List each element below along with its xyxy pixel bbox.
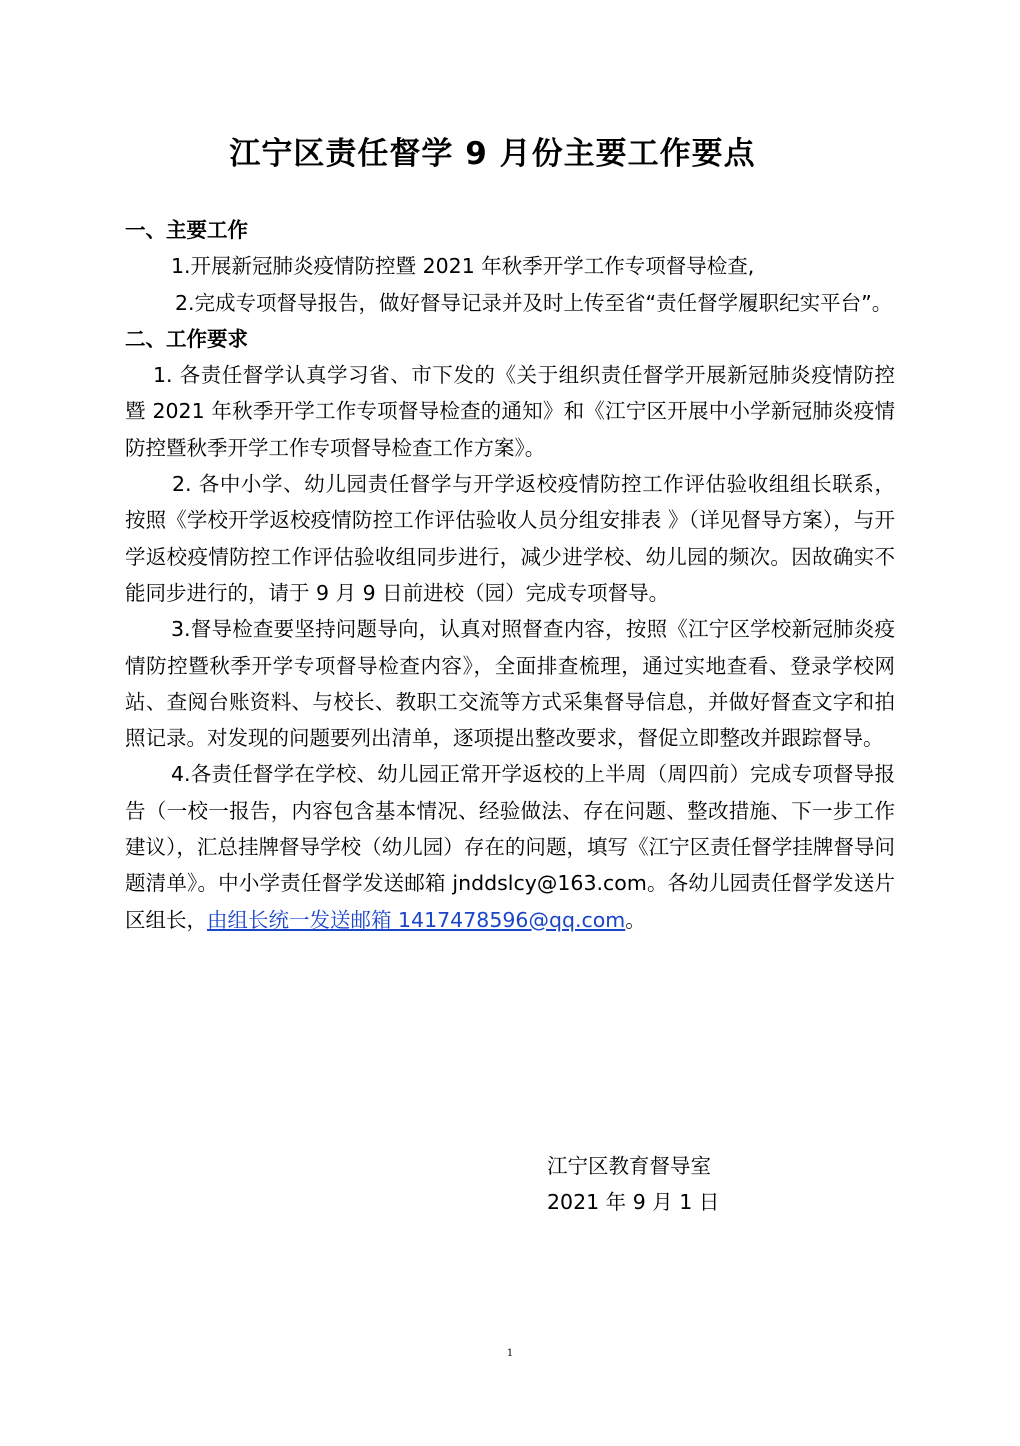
page-number: 1	[506, 1348, 514, 1359]
requirement-item-4-end: 。	[625, 907, 646, 932]
email-link[interactable]: 由组长统一发送邮箱 1417478596@qq.com	[207, 907, 626, 932]
requirement-item-4	[125, 756, 895, 937]
requirement-item-4-text: 4.各责任督学在学校、幼儿园正常开学返校的上半周（周四前）完成专项督导报告（一校一报告，内容包含基本情况、经验做法、存在问题、整改措施、下一步工作建议），汇总挂牌督导学校（幼儿园）存在的问题，填写《江宁区责任督学挂牌督导问题清单》。中小学责任督学发送邮箱 jnddslcy@163.com。各幼儿园责任督学发送片区组长，	[125, 762, 895, 932]
main-work-item-1: 1.开展新冠肺炎疫情防控暨 2021 年秋季开学工作专项督导检查,	[171, 254, 755, 279]
requirement-item-1: 1. 各责任督学认真学习省、市下发的《关于组织责任督学开展新冠肺炎疫情防控暨 2021 年秋季开学工作专项督导检查的通知》和《江宁区开展中小学新冠肺炎疫情防控暨秋季开学工作专项督导检查工作方案》。	[125, 363, 895, 460]
signature-block	[547, 1148, 719, 1221]
main-work-item-2: 2.完成专项督导报告，做好督导记录并及时上传至省“责任督学履职纪实平台”。	[175, 290, 893, 315]
document-title: 江宁区责任督学 9 月份主要工作要点	[229, 136, 756, 172]
requirement-item-2: 2. 各中小学、幼儿园责任督学与开学返校疫情防控工作评估验收组组长联系，按照《学校开学返校疫情防控工作评估验收人员分组安排表 》（详见督导方案），与开学返校疫情防控工作评估验收组同步进行，减少进学校、幼儿园的频次。因故确实不能同步进行的，请于 9 月 9 日前进校（园）完成专项督导。	[125, 472, 895, 605]
requirement-item-3: 3.督导检查要坚持问题导向，认真对照督查内容，按照《江宁区学校新冠肺炎疫情防控暨秋季开学专项督导检查内容》，全面排查梳理，通过实地查看、登录学校网站、查阅台账资料、与校长、教职工交流等方式采集督导信息，并做好督查文字和拍照记录。对发现的问题要列出清单，逐项提出整改要求，督促立即整改并跟踪督导。	[125, 617, 895, 751]
section-heading-requirements: 二、工作要求	[125, 326, 248, 351]
signature-date: 2021 年 9 月 1 日	[547, 1190, 720, 1215]
document-body	[125, 212, 895, 938]
section-heading-main-work: 一、主要工作	[125, 218, 248, 242]
signature-organization: 江宁区教育督导室	[547, 1154, 711, 1178]
